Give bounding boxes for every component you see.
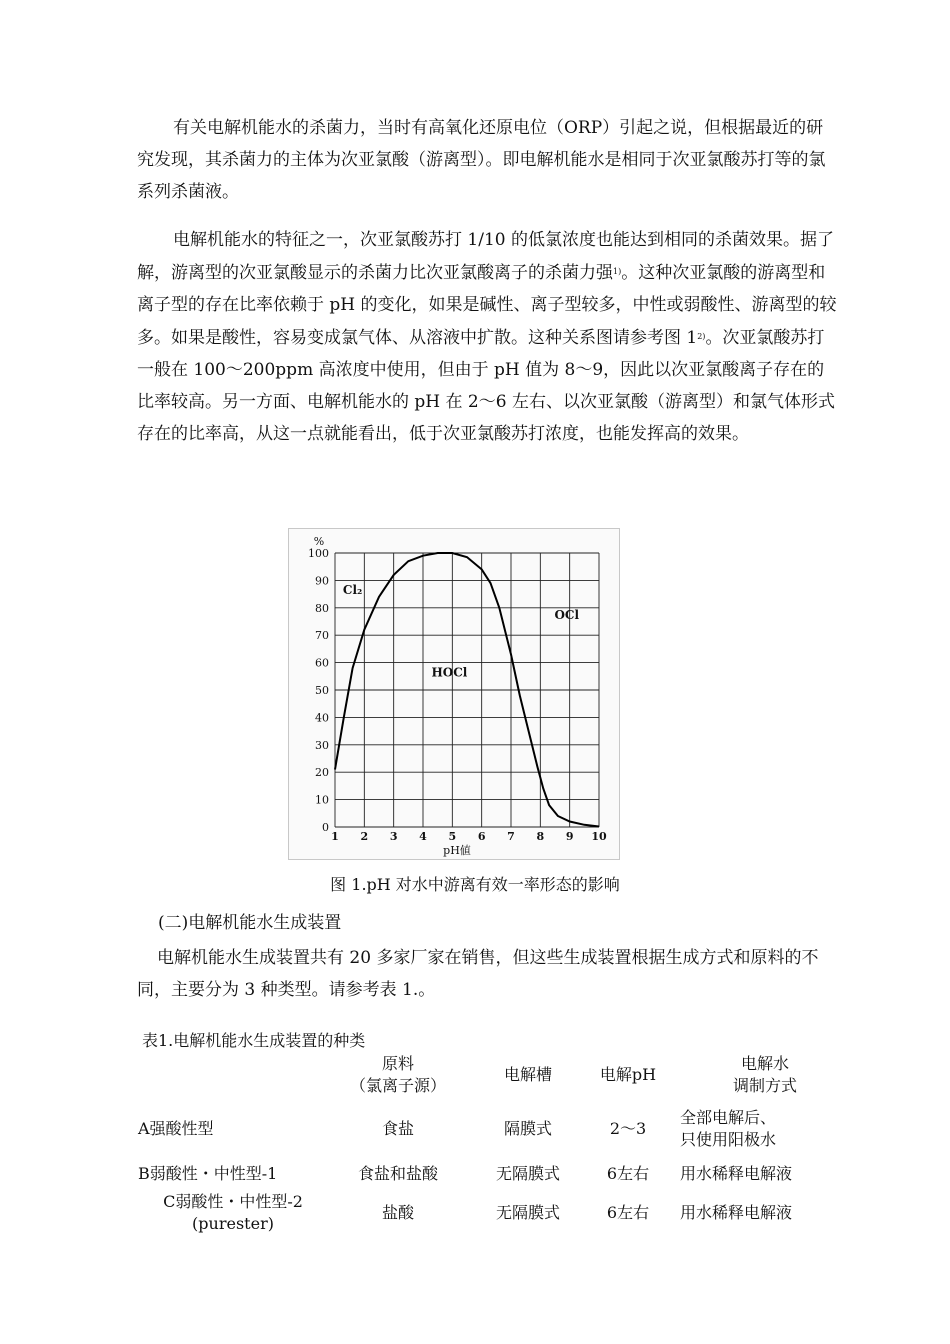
table-cell: 盐酸 [381, 1203, 414, 1222]
figure-ph-chart [288, 528, 620, 860]
paragraph-features-part3: 。次亚氯酸苏打一般在 100～200ppm 高浓度中使用，但由于 pH 值为 8～9，因此以次亚氯酸离子存在的比率较高。另一方面、电解机能水的 pH 在 2～6 左右、以次亚氯酸（游离型）和氯气体形式存在的比率高，从这一点就能看出，低于次亚氯酸苏打浓度，也能发挥高的效果。 [137, 328, 835, 444]
paragraph-orp: 有关电解机能水的杀菌力，当时有高氧化还原电位（ORP）引起之说，但根据最近的研究发现，其杀菌力的主体为次亚氯酸（游离型）。即电解机能水是相同于次亚氯酸苏打等的氯系列杀菌液。 [137, 118, 826, 202]
x-tick-label: 2 [360, 830, 369, 843]
table-cell: C弱酸性・中性型-2 (purester) [163, 1192, 303, 1233]
table-cell: 无隔膜式 [495, 1164, 560, 1183]
y-tick-label: 20 [315, 766, 329, 780]
table-header-row [138, 1050, 850, 1100]
table-cell: 6左右 [606, 1203, 650, 1222]
x-tick-label: 5 [448, 830, 457, 843]
table-cell: A强酸性型 [138, 1119, 214, 1138]
y-tick-label: 10 [315, 793, 329, 807]
x-tick-label: 10 [591, 830, 607, 843]
device-types-table [138, 1050, 850, 1236]
reference-2: 2) [697, 332, 706, 341]
table-cell: 食盐和盐酸 [357, 1164, 438, 1183]
section-heading: (二)电解机能水生成装置 [158, 913, 342, 933]
y-tick-label: 70 [315, 629, 329, 643]
table-header-cell [138, 1050, 328, 1100]
table-cell: 食盐 [381, 1119, 414, 1138]
table-header-cell: 电解水 调制方式 [732, 1054, 797, 1095]
x-axis-label: pH値 [443, 844, 471, 857]
table-cell: 6左右 [606, 1164, 650, 1183]
table-cell: 2～3 [609, 1119, 647, 1138]
table-row [138, 1100, 850, 1158]
y-tick-label: 50 [315, 684, 329, 697]
y-tick-label: 0 [322, 821, 329, 834]
table-row [138, 1158, 850, 1190]
ph-chart-svg [289, 529, 619, 859]
y-axis-label: % [313, 535, 325, 548]
x-tick-label: 8 [536, 830, 545, 843]
paragraph-devices: 电解机能水生成装置共有 20 多家厂家在销售，但这些生成装置根据生成方式和原料的不同，主要分为 3 种类型。请参考表 1.。 [137, 948, 819, 1000]
reference-1: 1) [613, 267, 622, 276]
x-tick-label: 9 [565, 830, 574, 843]
table-cell: 隔膜式 [503, 1119, 552, 1138]
x-tick-label: 1 [331, 830, 339, 843]
x-tick-label: 3 [389, 830, 398, 843]
y-tick-label: 30 [315, 738, 329, 752]
paragraph-features [137, 224, 837, 450]
figure-caption: 图 1.pH 对水中游离有效一率形态的影响 [330, 875, 620, 894]
chart-annotation: Cl₂ [342, 583, 363, 598]
table-cell: 用水稀释电解液 [680, 1164, 793, 1183]
y-tick-label: 40 [315, 711, 329, 725]
y-tick-label: 60 [315, 656, 329, 670]
chart-annotation: OCl [554, 607, 580, 622]
paragraph-features-part1: 电解机能水的特征之一，次亚氯酸苏打 1/10 的低氯浓度也能达到相同的杀菌效果。据了解，游离型的次亚氯酸显示的杀菌力比次亚氯酸离子的杀菌力强 [137, 230, 834, 283]
x-tick-label: 6 [477, 830, 486, 843]
paragraph-features-part2: 。这种次亚氯酸的游离型和离子型的存在比率依赖于 pH 的变化，如果是碱性、离子型较多，中性或弱酸性、游离型的较多。如果是酸性，容易变成氯气体、从溶液中扩散。这种关系图请参考图 1 [137, 263, 837, 348]
y-tick-label: 100 [308, 547, 329, 560]
y-tick-label: 90 [315, 574, 329, 588]
chart-annotation: HOCl [431, 665, 468, 680]
table-cell: 无隔膜式 [495, 1203, 560, 1222]
x-tick-label: 4 [419, 830, 427, 843]
y-tick-label: 80 [315, 601, 329, 615]
x-tick-label: 7 [507, 830, 515, 843]
table-header-cell: 原料 （氯离子源） [349, 1054, 446, 1095]
table-row [138, 1190, 850, 1236]
table-title: 表1.电解机能水生成装置的种类 [142, 1031, 366, 1050]
table-header-cell: 电解槽 [503, 1065, 552, 1084]
table-cell: 全部电解后、 只使用阳极水 [680, 1108, 777, 1149]
table-header-cell: 电解pH [599, 1065, 657, 1084]
table-cell: B弱酸性・中性型-1 [138, 1164, 278, 1183]
table-cell: 用水稀释电解液 [680, 1203, 793, 1222]
